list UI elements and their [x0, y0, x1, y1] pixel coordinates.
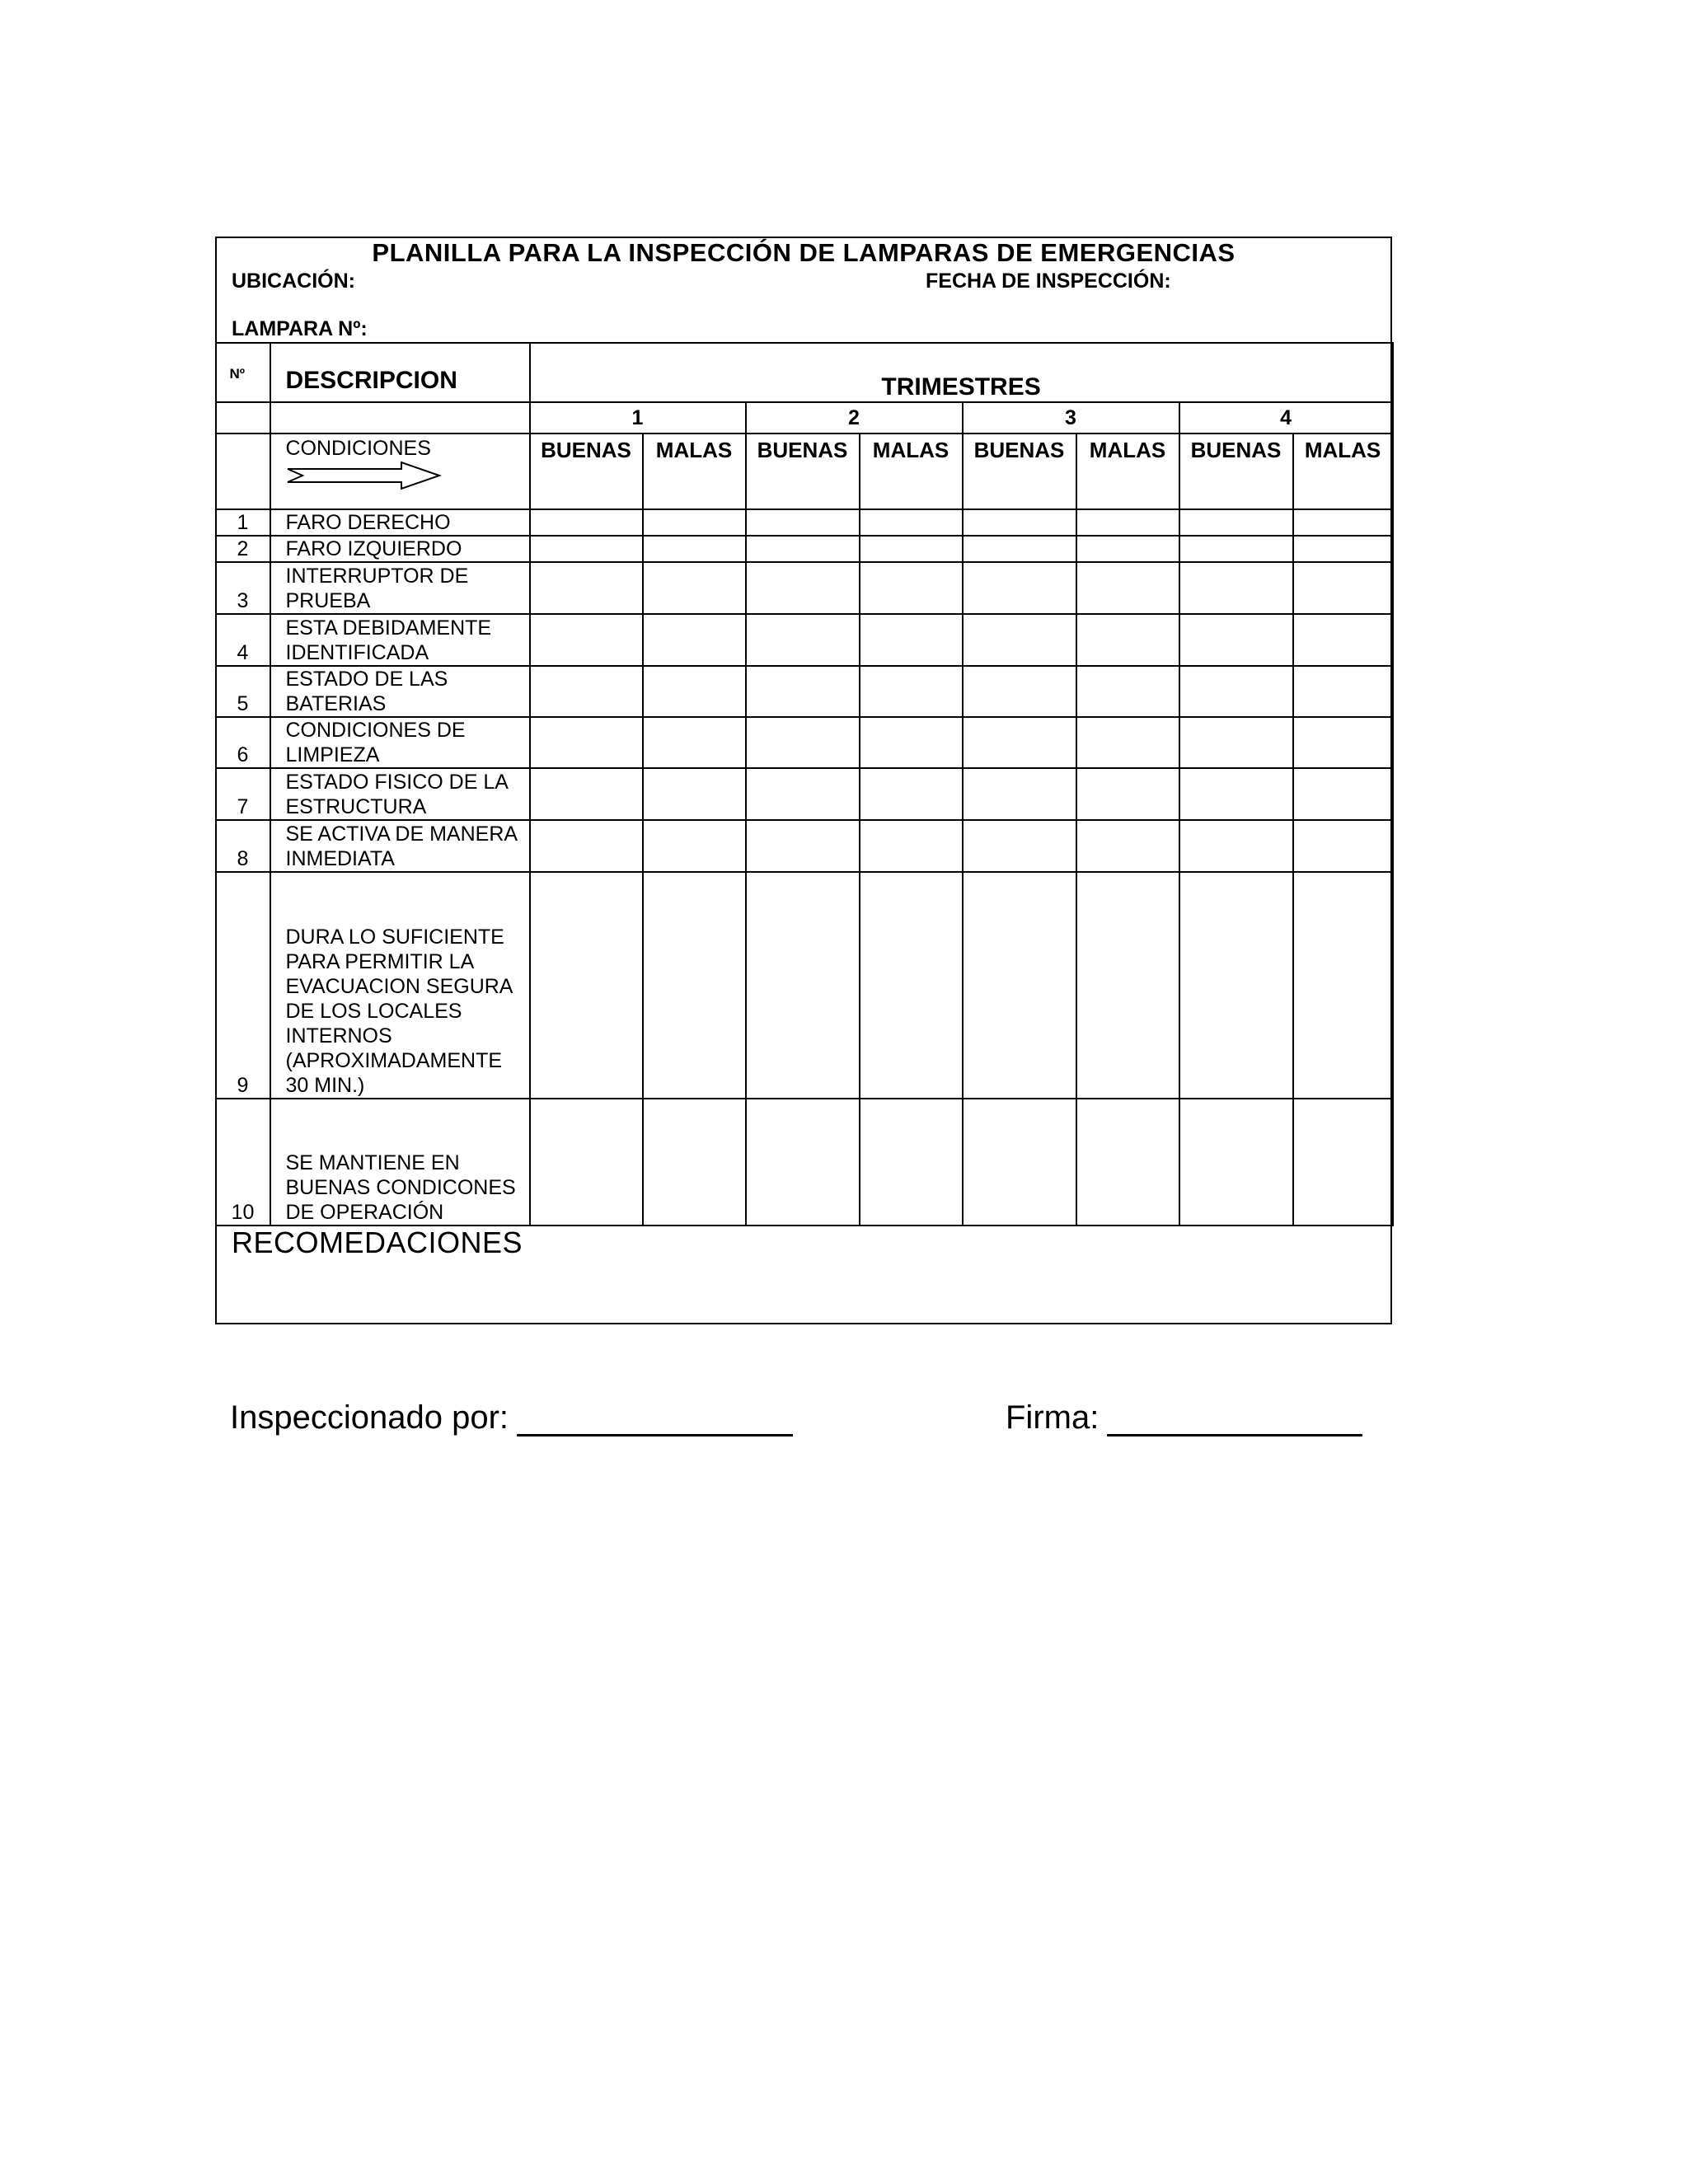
q1-malas-cell[interactable] [643, 1099, 746, 1226]
description-header: DESCRIPCION [270, 343, 530, 402]
empty-cell [216, 434, 270, 509]
row-number: 8 [216, 820, 270, 872]
row-description: CONDICIONES DE LIMPIEZA [270, 717, 530, 768]
q4-buenas-cell[interactable] [1179, 768, 1293, 820]
q3-malas-cell[interactable] [1076, 562, 1179, 614]
form-header [217, 238, 1390, 344]
q3-malas-cell[interactable] [1076, 872, 1179, 1099]
q2-buenas-cell[interactable] [746, 666, 860, 717]
inspeccionado-field [230, 1399, 793, 1436]
q4-malas-cell[interactable] [1293, 614, 1393, 666]
q3-buenas-cell[interactable] [963, 509, 1076, 536]
q2-buenas-cell[interactable] [746, 820, 860, 872]
q2-buenas-cell[interactable] [746, 872, 860, 1099]
q1-malas-cell[interactable] [643, 872, 746, 1099]
q2-buenas-cell[interactable] [746, 1099, 860, 1226]
row-description: FARO DERECHO [270, 509, 530, 536]
table-row [216, 536, 1393, 562]
q4-buenas-cell[interactable] [1179, 872, 1293, 1099]
q3-malas-cell[interactable] [1076, 717, 1179, 768]
q4-malas-cell[interactable] [1293, 768, 1393, 820]
q1-buenas-cell[interactable] [530, 536, 643, 562]
q4-buenas-cell[interactable] [1179, 614, 1293, 666]
q3-buenas-cell[interactable] [963, 1099, 1076, 1226]
row-description: SE MANTIENE EN BUENAS CONDICONES DE OPERACIÓN [270, 1099, 530, 1226]
q3-buenas-cell[interactable] [963, 768, 1076, 820]
empty-cell [270, 402, 530, 434]
row-number: 6 [216, 717, 270, 768]
q4-buenas-cell[interactable] [1179, 536, 1293, 562]
row-number: 5 [216, 666, 270, 717]
inspection-table [215, 342, 1394, 1226]
q3-buenas-cell[interactable] [963, 872, 1076, 1099]
q2-buenas-cell[interactable] [746, 717, 860, 768]
quarter-4-header: 4 [1179, 402, 1393, 434]
q1-buenas-cell[interactable] [530, 666, 643, 717]
q3-malas-cell[interactable] [1076, 536, 1179, 562]
row-description: ESTADO DE LAS BATERIAS [270, 666, 530, 717]
q3-malas-cell[interactable] [1076, 666, 1179, 717]
table-row [216, 509, 1393, 536]
q1-malas-cell[interactable] [643, 768, 746, 820]
q3-buenas-header: BUENAS [963, 434, 1076, 509]
row-description: FARO IZQUIERDO [270, 536, 530, 562]
table-row [216, 562, 1393, 614]
q2-buenas-cell[interactable] [746, 614, 860, 666]
q1-malas-cell[interactable] [643, 536, 746, 562]
q3-malas-cell[interactable] [1076, 614, 1179, 666]
table-row [216, 666, 1393, 717]
conditions-cell [270, 434, 530, 509]
table-row [216, 614, 1393, 666]
q4-malas-header: MALAS [1293, 434, 1393, 509]
q3-malas-header: MALAS [1076, 434, 1179, 509]
q1-buenas-cell[interactable] [530, 768, 643, 820]
quarter-1-header: 1 [530, 402, 746, 434]
row-number: 2 [216, 536, 270, 562]
arrow-right-icon [286, 461, 443, 490]
q1-malas-header: MALAS [643, 434, 746, 509]
table-row [216, 820, 1393, 872]
table-row [216, 872, 1393, 1099]
inspeccionado-label: Inspeccionado por: [230, 1399, 509, 1436]
quarter-3-header: 3 [963, 402, 1179, 434]
conditions-label: CONDICIONES [285, 437, 431, 460]
q3-buenas-cell[interactable] [963, 614, 1076, 666]
q1-malas-cell[interactable] [643, 509, 746, 536]
trimestres-header: TRIMESTRES [530, 343, 1393, 402]
q2-malas-cell[interactable] [860, 614, 963, 666]
q2-buenas-header: BUENAS [746, 434, 860, 509]
q3-buenas-cell[interactable] [963, 536, 1076, 562]
row-number: 7 [216, 768, 270, 820]
q1-buenas-cell[interactable] [530, 872, 643, 1099]
q1-buenas-cell[interactable] [530, 614, 643, 666]
inspection-form [215, 237, 1392, 1324]
empty-cell [216, 402, 270, 434]
q3-malas-cell[interactable] [1076, 768, 1179, 820]
q4-buenas-cell[interactable] [1179, 1099, 1293, 1226]
q4-malas-cell[interactable] [1293, 666, 1393, 717]
q1-buenas-header: BUENAS [530, 434, 643, 509]
recomendaciones-section [217, 1224, 1390, 1324]
q3-buenas-cell[interactable] [963, 820, 1076, 872]
num-header: Nº [216, 343, 270, 402]
q4-malas-cell[interactable] [1293, 820, 1393, 872]
row-description: DURA LO SUFICIENTE PARA PERMITIR LA EVACUACION SEGURA DE LOS LOCALES INTERNOS (APROXIMADAMENTE 30 MIN.) [270, 872, 530, 1099]
firma-label: Firma: [1006, 1399, 1100, 1436]
q1-malas-cell[interactable] [643, 820, 746, 872]
q4-buenas-cell[interactable] [1179, 509, 1293, 536]
q2-malas-cell[interactable] [860, 820, 963, 872]
q2-buenas-cell[interactable] [746, 562, 860, 614]
q1-buenas-cell[interactable] [530, 562, 643, 614]
table-row [216, 768, 1393, 820]
q1-buenas-cell[interactable] [530, 820, 643, 872]
row-number: 4 [216, 614, 270, 666]
q2-buenas-cell[interactable] [746, 768, 860, 820]
q3-buenas-cell[interactable] [963, 666, 1076, 717]
q3-malas-cell[interactable] [1076, 509, 1179, 536]
q4-malas-cell[interactable] [1293, 562, 1393, 614]
quarter-2-header: 2 [746, 402, 963, 434]
row-description: ESTA DEBIDAMENTE IDENTIFICADA [270, 614, 530, 666]
q4-malas-cell[interactable] [1293, 536, 1393, 562]
q2-malas-cell[interactable] [860, 666, 963, 717]
q2-malas-cell[interactable] [860, 509, 963, 536]
q2-malas-cell[interactable] [860, 562, 963, 614]
q2-malas-cell[interactable] [860, 768, 963, 820]
row-number: 3 [216, 562, 270, 614]
row-description: INTERRUPTOR DE PRUEBA [270, 562, 530, 614]
firma-field [1006, 1399, 1362, 1436]
q1-malas-cell[interactable] [643, 717, 746, 768]
q2-malas-cell[interactable] [860, 536, 963, 562]
q3-buenas-cell[interactable] [963, 562, 1076, 614]
q4-buenas-header: BUENAS [1179, 434, 1293, 509]
row-number: 9 [216, 872, 270, 1099]
ubicacion-label: UBICACIÓN: [232, 269, 355, 293]
q4-buenas-cell[interactable] [1179, 820, 1293, 872]
q2-malas-cell[interactable] [860, 1099, 963, 1226]
table-row [216, 717, 1393, 768]
table-row [216, 1099, 1393, 1226]
q4-malas-cell[interactable] [1293, 872, 1393, 1099]
q4-buenas-cell[interactable] [1179, 562, 1293, 614]
row-number: 1 [216, 509, 270, 536]
q2-malas-header: MALAS [860, 434, 963, 509]
inspeccionado-line[interactable] [517, 1401, 793, 1436]
row-description: ESTADO FISICO DE LA ESTRUCTURA [270, 768, 530, 820]
q4-malas-cell[interactable] [1293, 1099, 1393, 1226]
q1-malas-cell[interactable] [643, 614, 746, 666]
form-title: PLANILLA PARA LA INSPECCIÓN DE LAMPARAS DE EMERGENCIAS [372, 238, 1236, 267]
q4-buenas-cell[interactable] [1179, 666, 1293, 717]
q1-malas-cell[interactable] [643, 562, 746, 614]
q3-malas-cell[interactable] [1076, 1099, 1179, 1226]
q4-malas-cell[interactable] [1293, 509, 1393, 536]
recomendaciones-label: RECOMEDACIONES [232, 1226, 523, 1259]
q4-buenas-cell[interactable] [1179, 717, 1293, 768]
fecha-inspeccion-label: FECHA DE INSPECCIÓN: [926, 269, 1171, 293]
q1-malas-cell[interactable] [643, 666, 746, 717]
q1-buenas-cell[interactable] [530, 717, 643, 768]
q3-buenas-cell[interactable] [963, 717, 1076, 768]
q2-buenas-cell[interactable] [746, 509, 860, 536]
lampara-number-label: LAMPARA Nº: [232, 317, 368, 340]
row-number: 10 [216, 1099, 270, 1226]
q2-buenas-cell[interactable] [746, 536, 860, 562]
q1-buenas-cell[interactable] [530, 1099, 643, 1226]
q2-malas-cell[interactable] [860, 717, 963, 768]
row-description: SE ACTIVA DE MANERA INMEDIATA [270, 820, 530, 872]
firma-line[interactable] [1107, 1401, 1362, 1436]
q4-malas-cell[interactable] [1293, 717, 1393, 768]
q3-malas-cell[interactable] [1076, 820, 1179, 872]
q1-buenas-cell[interactable] [530, 509, 643, 536]
q2-malas-cell[interactable] [860, 872, 963, 1099]
